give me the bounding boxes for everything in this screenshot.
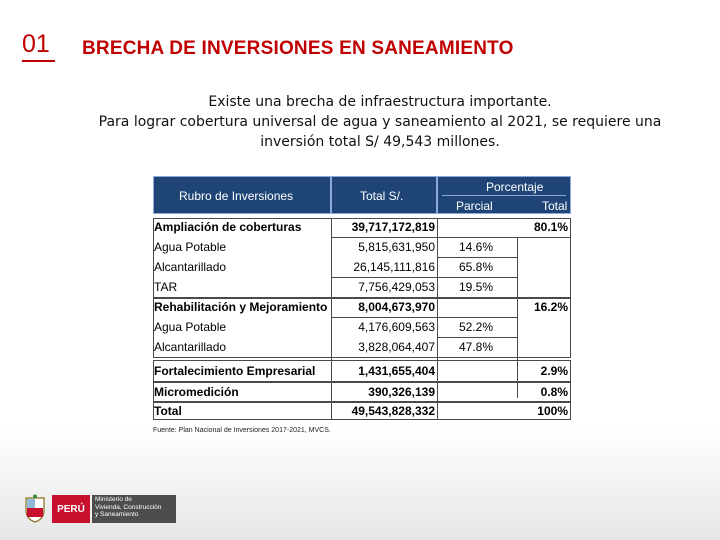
table-cell-monto: 39,717,172,819 xyxy=(351,220,435,234)
slide-title: BRECHA DE INVERSIONES EN SANEAMIENTO xyxy=(82,38,514,59)
table-cell-parcial: 52.2% xyxy=(459,320,494,334)
ministry-line: Vivienda, Construcción xyxy=(95,503,162,511)
intro-line-3: inversión total S/ 49,543 millones. xyxy=(260,134,500,150)
header-porcentaje-divider xyxy=(442,195,566,196)
coat-of-arms-icon xyxy=(22,494,48,524)
table-cell-total: 80.1% xyxy=(533,220,568,234)
header-rubro xyxy=(153,176,331,214)
table-cell-monto: 3,828,064,407 xyxy=(358,340,435,354)
column-divider xyxy=(517,237,518,398)
table-cell-rubro: Agua Potable xyxy=(154,240,227,254)
table-cell-parcial: 19.5% xyxy=(459,280,494,294)
table-cell-rubro: Agua Potable xyxy=(154,320,227,334)
row-divider xyxy=(437,337,517,338)
table-cell-total: 16.2% xyxy=(533,300,568,314)
header-porcentaje-label: Porcentaje xyxy=(486,180,544,194)
intro-line-1: Existe una brecha de infraestructura importante. xyxy=(208,94,552,110)
peru-brand: PERÚ xyxy=(52,495,90,523)
table-cell-parcial: 14.6% xyxy=(459,240,494,254)
ministry-name xyxy=(92,495,176,523)
table-cell-monto: 1,431,655,404 xyxy=(358,364,435,378)
table-cell-monto: 5,815,631,950 xyxy=(358,240,435,254)
table-cell-rubro: Total xyxy=(154,404,182,418)
table-cell-monto: 8,004,673,970 xyxy=(358,300,435,314)
table-cell-rubro: Ampliación de coberturas xyxy=(154,220,302,234)
header-rubro-label: Rubro de Inversiones xyxy=(179,189,294,203)
table-cell-rubro: Fortalecimiento Empresarial xyxy=(154,364,316,378)
header-porcentaje xyxy=(437,176,571,214)
table-cell-monto: 390,326,139 xyxy=(368,385,435,399)
table-cell-monto: 26,145,111,816 xyxy=(353,260,435,274)
header-total-soles xyxy=(331,176,437,214)
table-cell-rubro: Alcantarillado xyxy=(154,340,227,354)
row-divider xyxy=(331,237,571,238)
table-cell-rubro: TAR xyxy=(154,280,178,294)
table-cell-total: 2.9% xyxy=(540,364,568,378)
row-divider xyxy=(331,277,517,278)
slide-number-underline xyxy=(22,60,55,62)
slide-number: 01 xyxy=(22,30,50,58)
source-note: Fuente: Plan Nacional de Inversiones 2017-2021, MVCS. xyxy=(153,427,331,434)
table-cell-monto: 7,756,429,053 xyxy=(358,280,435,294)
header-total-soles-label: Total S/. xyxy=(360,189,404,203)
header-total-label: Total xyxy=(542,199,568,213)
table-cell-parcial: 65.8% xyxy=(459,260,494,274)
header-parcial-label: Parcial xyxy=(456,199,493,213)
intro-text xyxy=(60,92,700,152)
column-divider xyxy=(437,218,438,420)
table-cell-rubro: Rehabilitación y Mejoramiento xyxy=(154,300,328,314)
table-cell-total: 100% xyxy=(537,404,568,418)
ministry-line: Ministerio de xyxy=(95,496,132,503)
row-divider xyxy=(437,257,517,258)
ministry-logo xyxy=(22,494,176,524)
row-divider xyxy=(331,317,517,318)
table-cell-parcial: 47.8% xyxy=(459,340,494,354)
table-cell-total: 0.8% xyxy=(540,385,568,399)
column-divider xyxy=(331,218,332,420)
intro-line-2: Para lograr cobertura universal de agua y saneamiento al 2021, se requiere una xyxy=(98,114,662,130)
table-cell-rubro: Micromedición xyxy=(154,385,239,399)
ministry-line: y Saneamiento xyxy=(95,511,139,518)
table-cell-rubro: Alcantarillado xyxy=(154,260,227,274)
table-cell-monto: 49,543,828,332 xyxy=(351,404,435,418)
table-cell-monto: 4,176,609,563 xyxy=(358,320,435,334)
